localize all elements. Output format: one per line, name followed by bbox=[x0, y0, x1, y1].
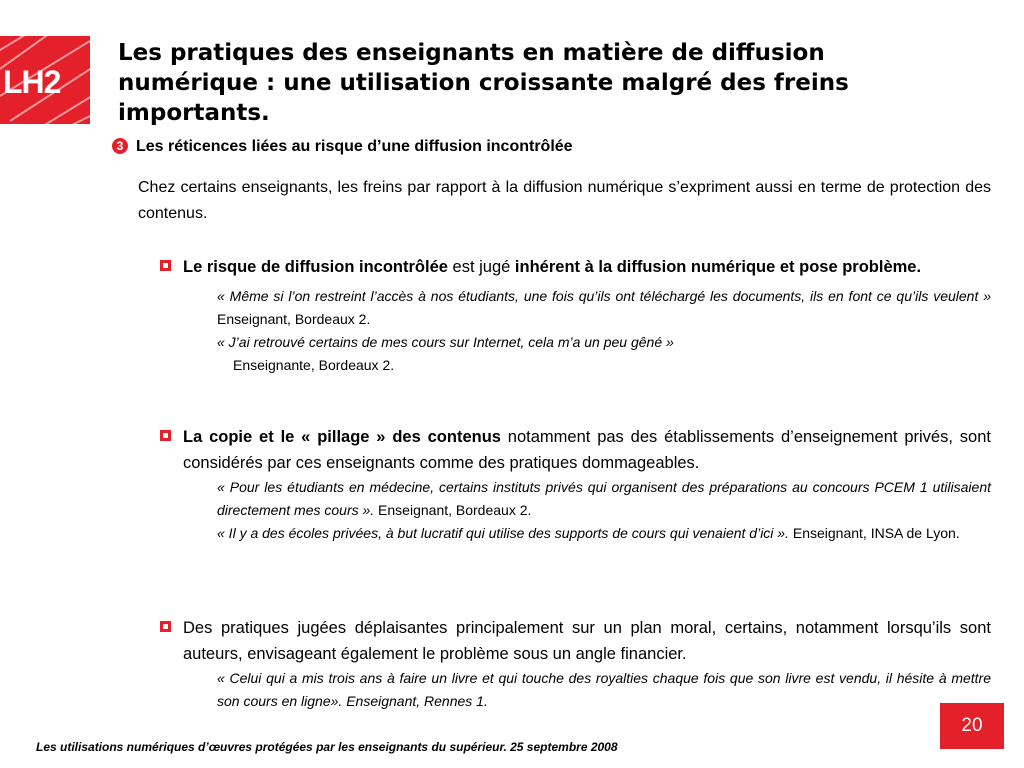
bullet-text bbox=[183, 424, 991, 476]
quote-text: « Pour les étudiants en médecine, certains instituts privés qui organisent des préparations au concours PCEM 1 utilisaient directement mes cours ». bbox=[217, 479, 991, 518]
section-heading bbox=[112, 138, 573, 156]
quote bbox=[217, 476, 991, 522]
section-heading-text: Les réticences liées au risque d’une diffusion incontrôlée bbox=[136, 138, 573, 155]
intro-paragraph: Chez certains enseignants, les freins par rapport à la diffusion numérique s’expriment aussi en terme de protection des contenus. bbox=[138, 179, 991, 222]
slide-title: Les pratiques des enseignants en matière de diffusion numérique : une utilisation croissante malgré des freins importants. bbox=[118, 40, 849, 126]
bullet-normal-text: est jugé bbox=[447, 258, 515, 276]
quote-source: Enseignante, Bordeaux 2. bbox=[233, 357, 395, 373]
section-number-badge: 3 bbox=[112, 138, 128, 154]
logo-text: LH2 bbox=[3, 64, 61, 100]
quote-text: « Même si l’on restreint l’accès à nos étudiants, une fois qu’ils ont téléchargé les documents, ils en font ce qu’ils veulent » bbox=[217, 288, 991, 304]
bullet-text: Des pratiques jugées déplaisantes principalement sur un plan moral, certains, notamment lorsqu’ils sont auteurs, envisageant également le problème sous un angle financier. bbox=[183, 619, 991, 663]
quote-source: Enseignant, Bordeaux 2. bbox=[217, 311, 371, 327]
quote bbox=[217, 285, 991, 331]
bullet-text bbox=[183, 254, 991, 280]
square-bullet-icon bbox=[160, 621, 171, 632]
lh2-logo bbox=[0, 36, 90, 124]
quote-text: « Celui qui a mis trois ans à faire un livre et qui touche des royalties chaque fois que son livre est vendu, il hésite à mettre son cours en ligne». Enseignant, Rennes 1. bbox=[217, 670, 991, 709]
bullet-item bbox=[160, 615, 991, 713]
bullet-item bbox=[160, 424, 991, 545]
quote bbox=[217, 522, 991, 545]
square-bullet-icon bbox=[160, 430, 171, 441]
footer-text: Les utilisations numériques d’œuvres protégées par les enseignants du supérieur. 25 septembre 2008 bbox=[36, 740, 618, 754]
bullet-normal-text: notamment pas des établissements d’enseignement privés, sont considérés par ces enseignants comme des pratiques dommageables. bbox=[183, 428, 991, 472]
square-bullet-icon bbox=[160, 260, 171, 271]
bullet-item bbox=[160, 254, 991, 377]
bullet-bold-text: inhérent à la diffusion numérique et pose problème. bbox=[514, 258, 922, 276]
bullet-bold-text: Le risque de diffusion incontrôlée bbox=[183, 258, 448, 276]
quote-text: « Il y a des écoles privées, à but lucratif qui utilise des supports de cours qui venaient d’ici ». bbox=[217, 525, 789, 541]
quote bbox=[217, 331, 991, 377]
quote-source: Enseignant, Bordeaux 2. bbox=[374, 502, 532, 518]
quote-text: « J’ai retrouvé certains de mes cours sur Internet, cela m’a un peu gêné » bbox=[217, 334, 674, 350]
quote-source: Enseignant, INSA de Lyon. bbox=[788, 525, 960, 541]
quote bbox=[217, 667, 991, 713]
page-number: 20 bbox=[940, 703, 1004, 749]
bullet-bold-text: La copie et le « pillage » des contenus bbox=[183, 428, 501, 446]
